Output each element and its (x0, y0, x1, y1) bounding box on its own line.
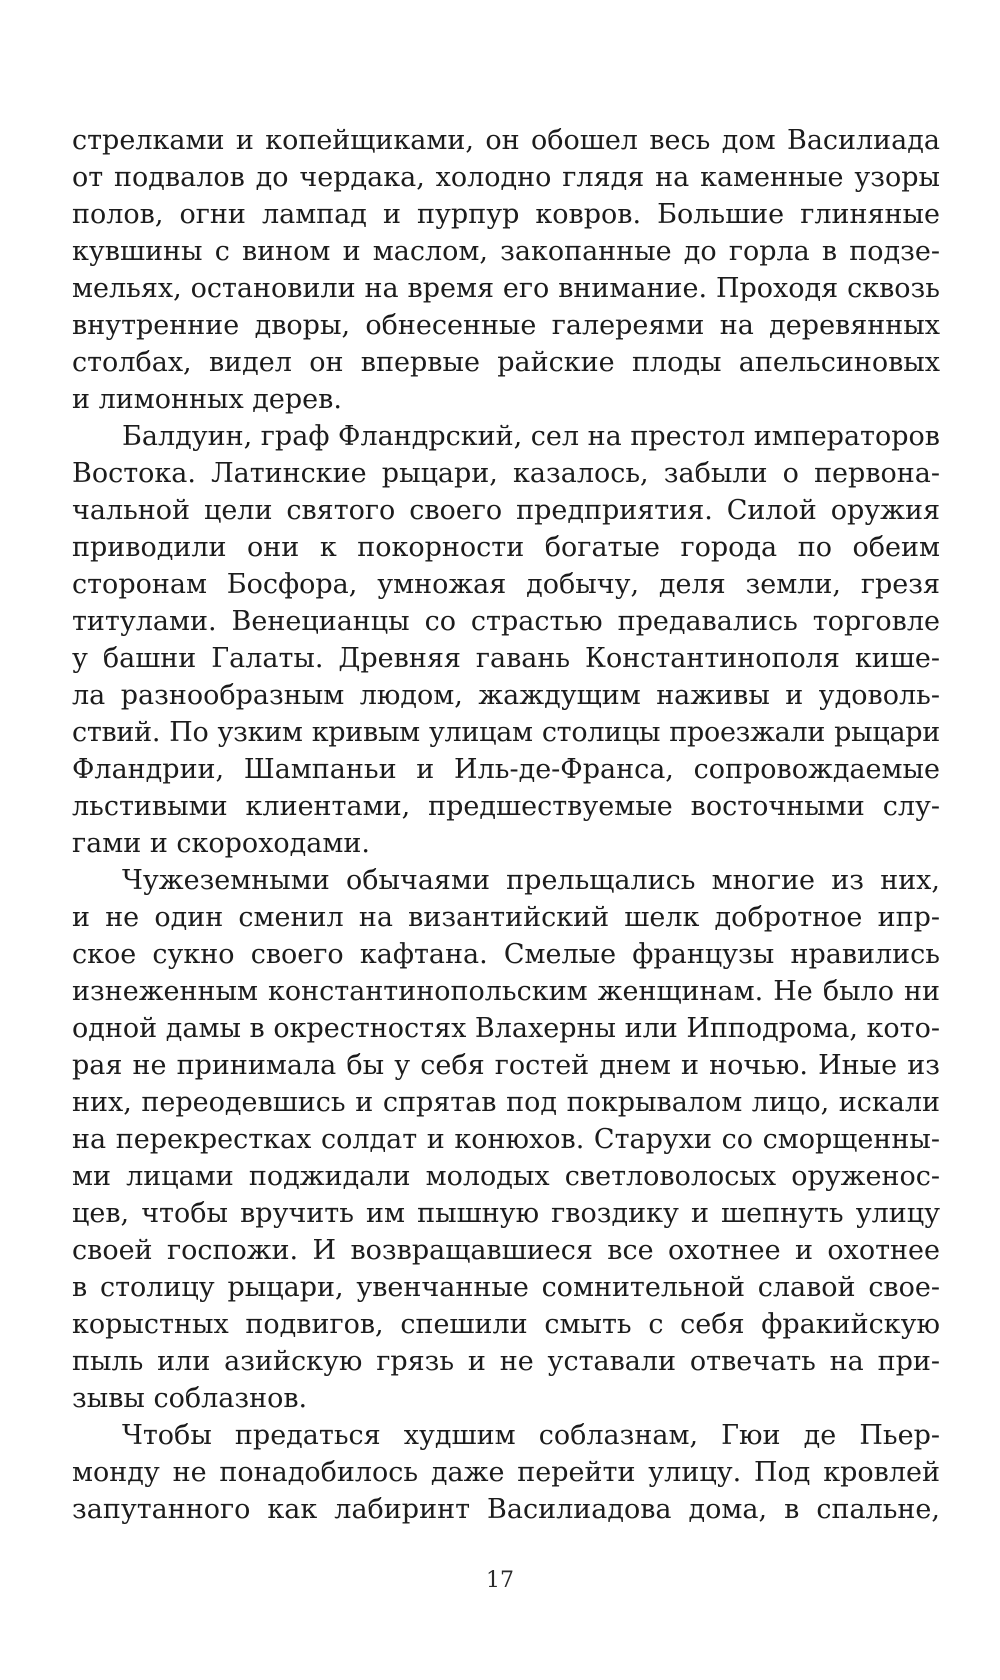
text-line: монду не понадобилось даже перейти улицу. Под кровлей (72, 1457, 940, 1488)
text-line: кувшины с вином и маслом, закопанные до горла в подзе- (72, 236, 940, 267)
text-line: ми лицами поджидали молодых светловолосых оруженос- (72, 1161, 940, 1192)
text-line: них, переодевшись и спрятав под покрывалом лицо, искали (72, 1087, 940, 1118)
text-line: ствий. По узким кривым улицам столицы проезжали рыцари (72, 717, 940, 748)
text-line: зывы соблазнов. (72, 1383, 308, 1414)
text-line: Фландрии, Шампаньи и Иль-де-Франса, сопровождаемые (72, 754, 940, 785)
text-line: льстивыми клиентами, предшествуемые восточными слу- (72, 791, 940, 822)
paragraph (72, 122, 940, 418)
text-line: у башни Галаты. Древняя гавань Константинополя кише- (72, 643, 940, 674)
text-line: корыстных подвигов, спешили смыть с себя фракийскую (72, 1309, 940, 1340)
text-line: Чужеземными обычаями прельщались многие из них, (122, 865, 940, 896)
paragraph (72, 418, 940, 862)
text-line: изнеженным константинопольским женщинам. Не было ни (72, 976, 940, 1007)
text-line: Чтобы предаться худшим соблазнам, Гюи де Пьер- (122, 1420, 940, 1451)
text-line: одной дамы в окрестностях Влахерны или Ипподрома, кото- (72, 1013, 940, 1044)
text-line: и лимонных дерев. (72, 384, 342, 415)
paragraph (72, 862, 940, 1417)
text-line: стрелками и копейщиками, он обошел весь дом Василиада (72, 125, 940, 156)
text-line: мельях, остановили на время его внимание. Проходя сквозь (72, 273, 940, 304)
text-line: запутанного как лабиринт Василиадова дома, в спальне, (72, 1494, 940, 1525)
text-line: полов, огни лампад и пурпур ковров. Большие глиняные (72, 199, 940, 230)
text-line: от подвалов до чердака, холодно глядя на каменные узоры (72, 162, 940, 193)
text-line: Балдуин, граф Фландрский, сел на престол императоров (122, 421, 940, 452)
text-line: ла разнообразным людом, жаждущим наживы и удоволь- (72, 680, 940, 711)
text-line: и не один сменил на византийский шелк добротное ипр- (72, 902, 940, 933)
text-line: сторонам Босфора, умножая добычу, деля земли, грезя (72, 569, 940, 600)
text-line: Востока. Латинские рыцари, казалось, забыли о первона- (72, 458, 940, 489)
text-line: ское сукно своего кафтана. Смелые французы нравились (72, 939, 940, 970)
text-line: цев, чтобы вручить им пышную гвоздику и шепнуть улицу (72, 1198, 940, 1229)
paragraph (72, 1417, 940, 1528)
text-line: рая не принимала бы у себя гостей днем и ночью. Иные из (72, 1050, 940, 1081)
body-text (72, 122, 940, 1528)
text-line: чальной цели святого своего предприятия. Силой оружия (72, 495, 940, 526)
text-line: столбах, видел он впервые райские плоды апельсиновых (72, 347, 940, 378)
text-line: на перекрестках солдат и конюхов. Старухи со сморщенны- (72, 1124, 940, 1155)
text-line: пыль или азийскую грязь и не уставали отвечать на при- (72, 1346, 940, 1377)
text-line: своей госпожи. И возвращавшиеся все охотнее и охотнее (72, 1235, 940, 1266)
text-line: титулами. Венецианцы со страстью предавались торговле (72, 606, 940, 637)
page-number: 17 (486, 1568, 514, 1593)
text-line: в столицу рыцари, увенчанные сомнительной славой свое- (72, 1272, 940, 1303)
text-line: гами и скороходами. (72, 828, 370, 859)
text-line: внутренние дворы, обнесенные галереями на деревянных (72, 310, 940, 341)
text-line: приводили они к покорности богатые города по обеим (72, 532, 940, 563)
